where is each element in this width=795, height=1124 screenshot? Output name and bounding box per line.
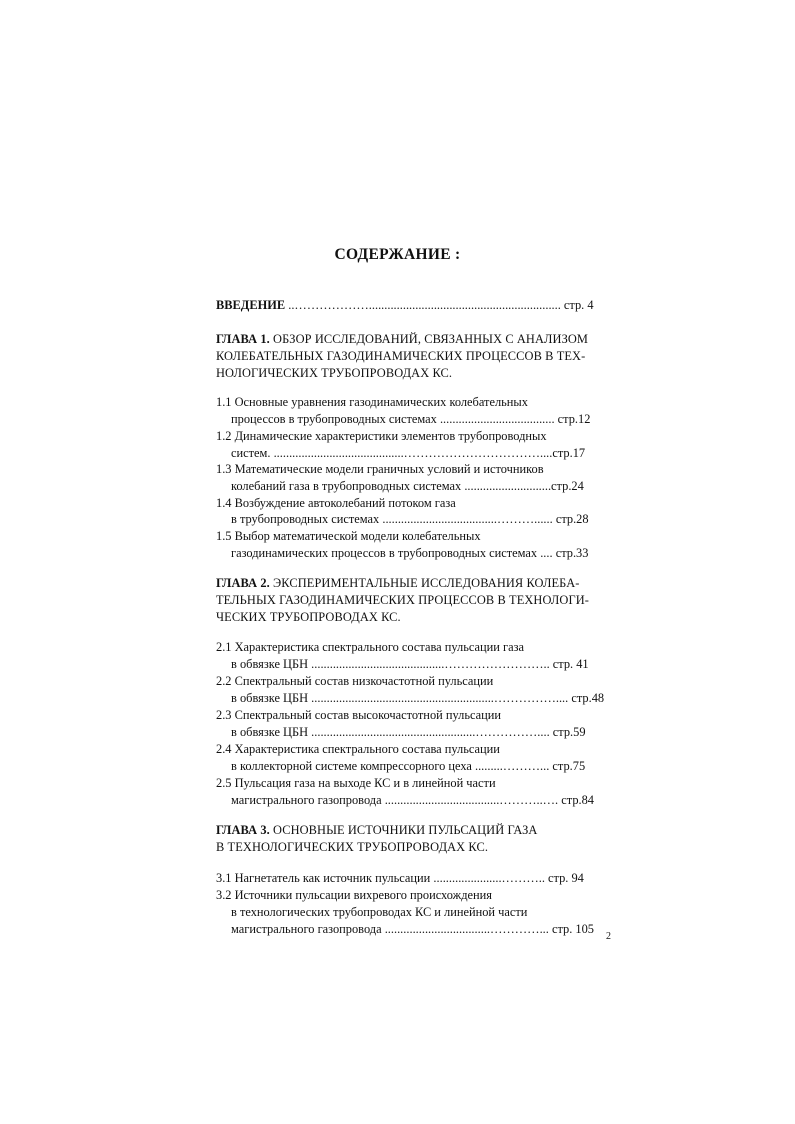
toc-entry-2-3-line2: в обвязке ЦБН .....................................................…………….... стр.59 — [231, 725, 586, 739]
chapter1-title-line3: НОЛОГИЧЕСКИХ ТРУБОПРОВОДАХ КС. — [216, 366, 453, 380]
intro-leader: ..……………….............................................................. стр. 4 — [288, 298, 594, 312]
toc-entry-2-5-line2: магистрального газопровода .....................................………..…. стр.84 — [231, 793, 595, 807]
chapter2-title-line2: ТЕЛЬНЫХ ГАЗОДИНАМИЧЕСКИХ ПРОЦЕССОВ В ТЕХНОЛОГИ- — [216, 593, 589, 607]
toc-intro — [216, 297, 626, 314]
toc-entry-2-1-line1: 2.1 Характеристика спектрального состава пульсации газа — [216, 640, 524, 654]
toc-entry-2-1-line2: в обвязке ЦБН ...........................................…………………….. стр. 41 — [231, 657, 589, 671]
chapter1-heading — [216, 331, 626, 348]
chapter2-title-line3: ЧЕСКИХ ТРУБОПРОВОДАХ КС. — [216, 610, 401, 624]
chapter3-title-line2: В ТЕХНОЛОГИЧЕСКИХ ТРУБОПРОВОДАХ КС. — [216, 840, 489, 854]
toc-entry-3-2-line2: в технологических трубопроводах КС и линейной части — [231, 905, 528, 919]
toc-entry-2-4-line1: 2.4 Характеристика спектрального состава пульсации — [216, 742, 500, 756]
toc-entry-1-3-line2: колебаний газа в трубопроводных системах ............................стр.24 — [231, 479, 584, 493]
chapter3-title-line1: ОСНОВНЫЕ ИСТОЧНИКИ ПУЛЬСАЦИЙ ГАЗА — [269, 823, 538, 837]
toc-entry-3-1-line1: 3.1 Нагнетатель как источник пульсации ......................……….. стр. 94 — [216, 871, 584, 885]
toc-entry-2-5-line1: 2.5 Пульсация газа на выходе КС и в линейной части — [216, 776, 496, 790]
chapter1-title-line2: КОЛЕБАТЕЛЬНЫХ ГАЗОДИНАМИЧЕСКИХ ПРОЦЕССОВ В ТЕХ- — [216, 349, 586, 363]
toc-title: СОДЕРЖАНИЕ : — [334, 246, 461, 263]
page-number: 2 — [606, 931, 611, 942]
chapter3-heading — [216, 822, 626, 839]
toc-entry-1-4-line1: 1.4 Возбуждение автоколебаний потоком газа — [216, 496, 456, 510]
toc-entry-1-1-line1: 1.1 Основные уравнения газодинамических колебательных — [216, 395, 528, 409]
chapter2-heading — [216, 575, 626, 592]
chapter1-title-line1: ОБЗОР ИССЛЕДОВАНИЙ, СВЯЗАННЫХ С АНАЛИЗОМ — [269, 332, 589, 346]
chapter2-title-line1: ЭКСПЕРИМЕНТАЛЬНЫЕ ИССЛЕДОВАНИЯ КОЛЕБА- — [269, 576, 580, 590]
chapter3-label: ГЛАВА 3. — [216, 823, 270, 837]
toc-entry-1-3-line1: 1.3 Математические модели граничных условий и источников — [216, 462, 544, 476]
toc-entry-1-4-line2: в трубопроводных системах .....................................………...... стр.28 — [231, 512, 589, 526]
toc-entry-3-2-line3: магистрального газопровода ..................................…………... стр. 105 — [231, 922, 595, 936]
toc-entry-1-5-line2: газодинамических процессов в трубопроводных системах .... стр.33 — [231, 546, 589, 560]
toc-entry-2-2-line2: в обвязке ЦБН ...........................................................…………….... стр.48 — [231, 691, 605, 705]
toc-entry-1-5-line1: 1.5 Выбор математической модели колебательных — [216, 529, 481, 543]
intro-label: ВВЕДЕНИЕ — [216, 298, 289, 312]
toc-entry-2-4-line2: в коллекторной системе компрессорного цеха .........………... стр.75 — [231, 759, 586, 773]
toc-entry-1-2-line2: систем. ..........................................……………………………....стр.17 — [231, 446, 586, 460]
toc-entry-2-2-line1: 2.2 Спектральный состав низкочастотной пульсации — [216, 674, 494, 688]
toc-entry-3-2-line1: 3.2 Источники пульсации вихревого происхождения — [216, 888, 492, 902]
toc-entry-2-3-line1: 2.3 Спектральный состав высокочастотной пульсации — [216, 708, 502, 722]
chapter1-label: ГЛАВА 1. — [216, 332, 270, 346]
toc-entry-1-2-line1: 1.2 Динамические характеристики элементов трубопроводных — [216, 429, 547, 443]
chapter2-label: ГЛАВА 2. — [216, 576, 270, 590]
toc-entry-1-1-line2: процессов в трубопроводных системах ..................................... стр.12 — [231, 412, 591, 426]
